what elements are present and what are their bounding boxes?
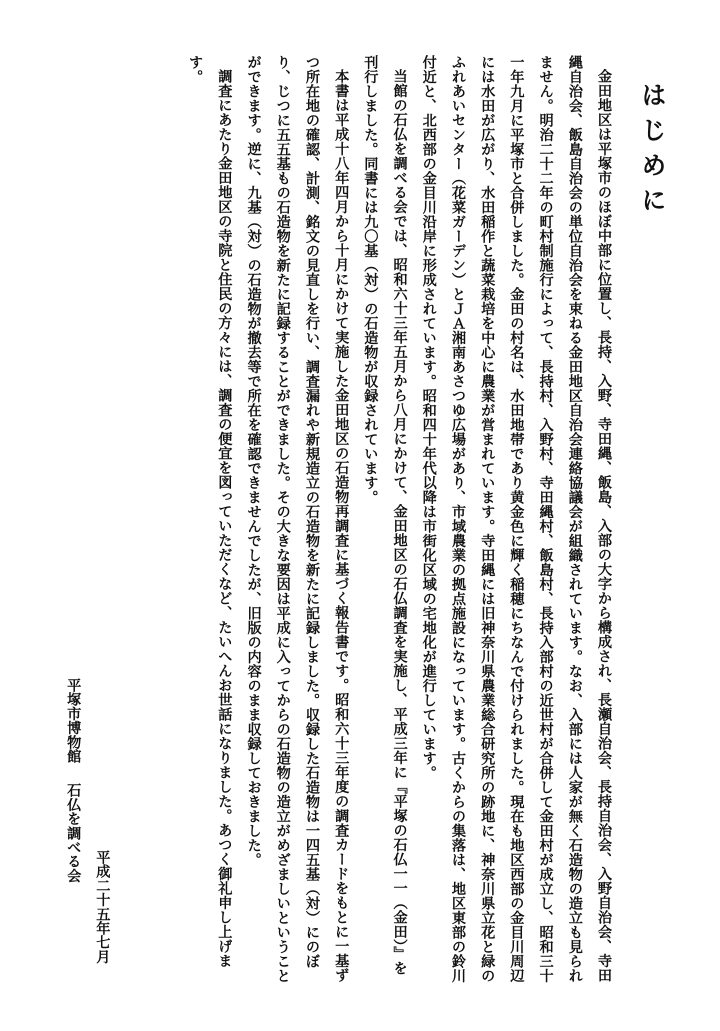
paragraph-3: 本書は平成十八年四月から十月にかけて実施した金田地区の石造物再調査に基づく報告書です。昭和六十三年度の調査カードをもとに一基ずつ所在地の確認、計測、銘文の見直しを行い、調査漏れや新規造立の石造物を新たに記録しました。収録した石造物は一四五基（対）にのぼり、じつに五五基もの石造物を新たに記録することができました。その大きな要因は平成に入ってからの石造物の造立がめざましいということができます。逆に、九基（対）の石造物が撤去等で所在を確認できませんでしたが、旧版の内容のまま収録しておきました。 <box>245 55 350 983</box>
group-name: 石仏を調べる会 <box>65 783 82 883</box>
paragraph-1: 金田地区は平塚市のほぼ中部に位置し、長持、入野、寺田縄、飯島、入部の大字から構成され、長瀬自治会、長持自治会、入野自治会、寺田縄自治会、飯島自治会の単位自治会を束ねる金田地区自治会連絡協議会が組織されています。なお、入部には人家が無く石造物の造立も見られません。明治二十二年の町村制施行によって、長持村、入野村、寺田縄村、飯島村、長持入部村の近世村が合併して金田村が成立し、昭和三十一年九月に平塚市と合併しました。金田の村名は、水田地帯であり黄金色に輝く稲穂にちなんで付けられました。現在も地区西部の金目川周辺には水田が広がり、水田稲作と蔬菜栽培を中心に農業が営まれています。寺田縄には旧神奈川県農業総合研究所の跡地に、神奈川県立花と緑のふれあいセンター（花菜ガーデン）とＪＡ湘南あさつゆ広場があり、市域農業の拠点施設になっています。古くからの集落は、地区東部の鈴川付近と、北西部の金目川沿岸に形成されています。昭和四十年代以降は市街化区域の宅地化が進行しています。 <box>420 55 612 983</box>
paragraph-2: 当館の石仏を調べる会では、昭和六十三年五月から八月にかけて、金田地区の石仏調査を実施し、平成三年に『平塚の石仏一一（金田）』を刊行しました。同書には九〇基（対）の石造物が収録されています。 <box>362 55 408 976</box>
publisher <box>58 678 87 978</box>
organization-name: 平塚市博物館 <box>65 678 82 764</box>
publication-date: 平成二十五年七月 <box>94 850 111 964</box>
paragraph-4: 調査にあたり金田地区の寺院と住民の方々には、調査の便宜を図っていただくなど、たいへんお世話になりました。あつく御礼申し上げます。 <box>187 55 233 969</box>
signature-block <box>58 678 116 978</box>
body-text <box>180 55 618 985</box>
page-title: はじめに <box>638 82 667 222</box>
